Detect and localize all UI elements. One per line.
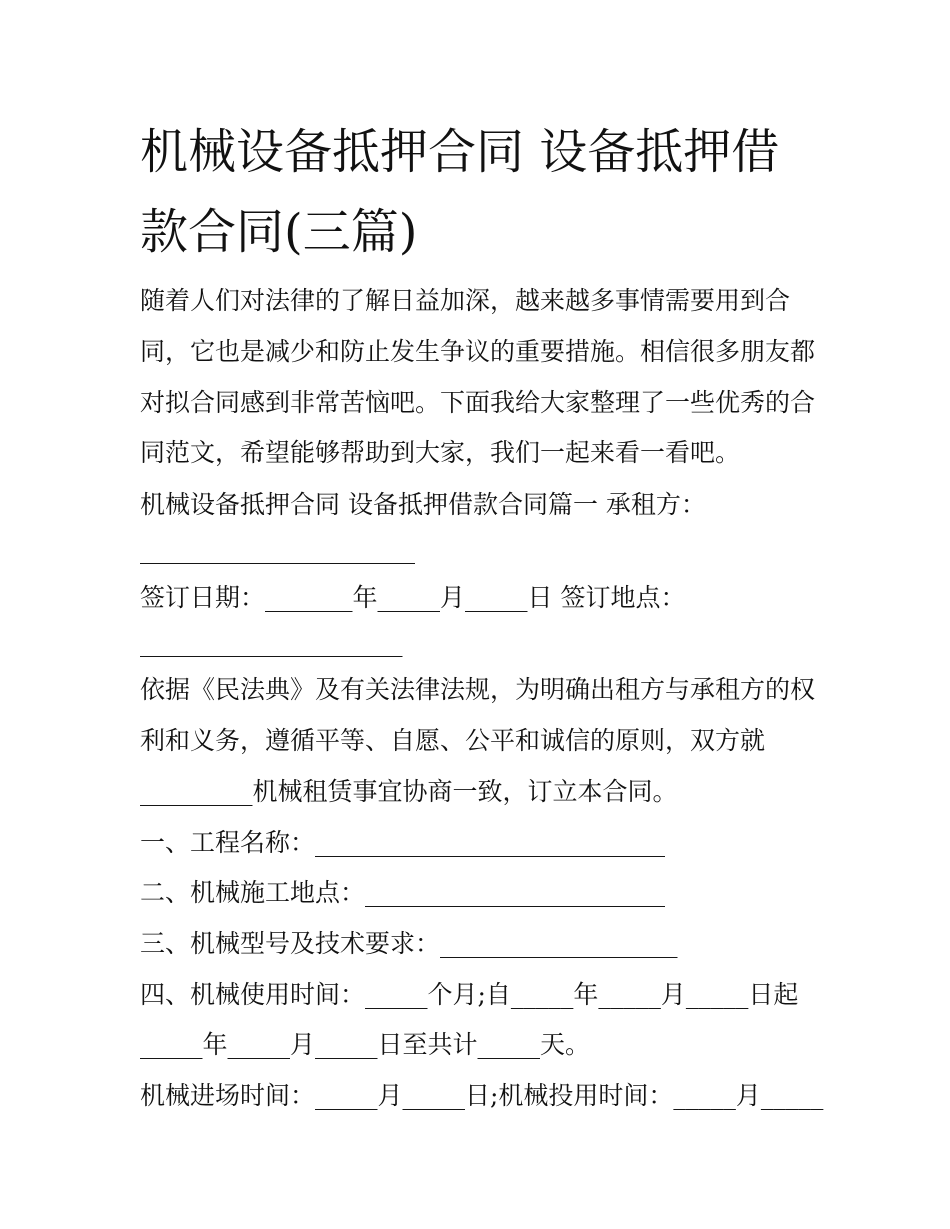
intro-line-3: 对拟合同感到非常苦恼吧。下面我给大家整理了一些优秀的合 [140,388,816,417]
clause-usage-time: 四、机械使用时间：_____个月;自_____年_____月_____日起 [140,980,799,1009]
title-line-1: 机械设备抵押合同 设备抵押借 [140,124,780,180]
document-title [140,112,820,272]
clause-usage-time-cont: _____年_____月_____日至共计_____天。 [140,1030,591,1059]
clause-entry-time: 机械进场时间：_____月_____日;机械投用时间：_____月_____ [140,1081,824,1110]
lessee-blank: ______________________ [140,535,415,564]
sign-date-line: 签订日期：_______年_____月_____日 签订地点： [140,583,686,612]
clause-model: 三、机械型号及技术要求：___________________ [140,929,678,958]
basis-line-2: 利和义务，遵循平等、自愿、公平和诚信的原则，双方就 [140,726,766,755]
sign-place-blank: _____________________ [140,628,403,657]
basis-line-3: _________机械租赁事宜协商一致，订立本合同。 [140,777,678,806]
basis-line-1: 依据《民法典》及有关法律法规，为明确出租方与承租方的权 [140,675,816,704]
intro-line-2: 同，它也是减少和防止发生争议的重要措施。相信很多朋友都 [140,337,816,366]
intro-line-1: 随着人们对法律的了解日益加深，越来越多事情需要用到合 [140,286,791,315]
clause-project-name: 一、工程名称：____________________________ [140,828,666,857]
lessee-line: 机械设备抵押合同 设备抵押借款合同篇一 承租方： [140,490,706,519]
clause-site: 二、机械施工地点：________________________ [140,878,666,907]
intro-line-4: 同范文，希望能够帮助到大家，我们一起来看一看吧。 [140,438,741,467]
title-line-2: 款合同(三篇) [140,204,418,260]
